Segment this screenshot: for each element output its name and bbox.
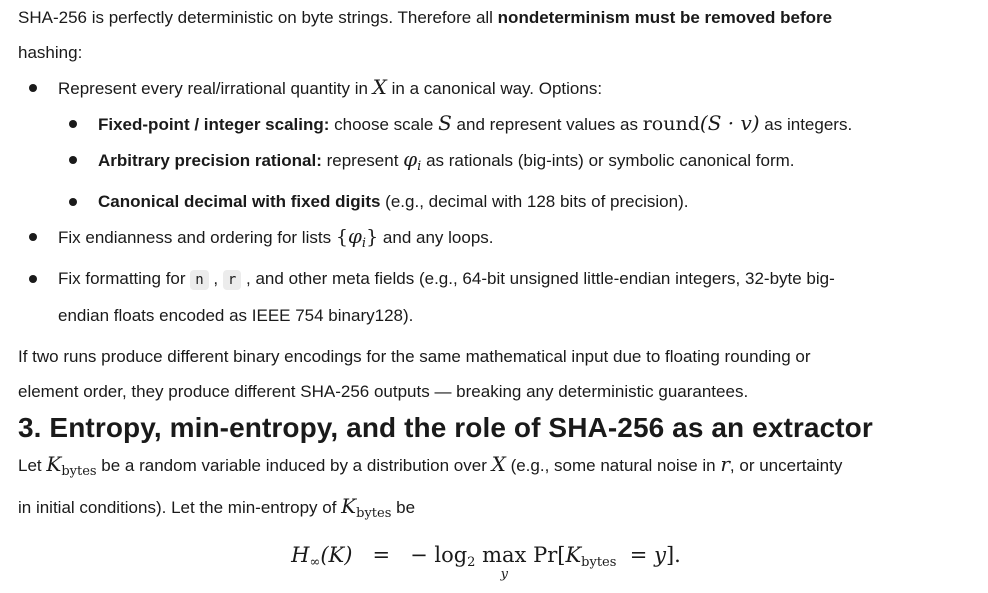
math-brace-open: {: [335, 226, 348, 248]
list-item: [18, 70, 974, 106]
eq-equals: =: [629, 543, 648, 567]
math-var-phi: φ: [347, 224, 362, 248]
inline-code-n: n: [190, 270, 208, 290]
math-subscript: i: [417, 159, 422, 174]
math-round-fn: round: [642, 113, 700, 135]
eq-bracket-close: ].: [665, 543, 681, 567]
intro-text: SHA-256 is perfectly deterministic on byte strings. Therefore all: [18, 8, 498, 27]
consequence-paragraph: [18, 339, 974, 409]
eq-equals: =: [372, 543, 391, 567]
eq-max-under: y: [500, 567, 508, 582]
eq-h-arg: (K): [320, 543, 353, 567]
eq-max: max: [482, 543, 527, 567]
sub-item-text: choose scale: [329, 115, 439, 134]
bullet-dot-icon: [29, 275, 37, 283]
intro-paragraph-line2: [18, 35, 974, 70]
intro-colon: :: [77, 43, 83, 62]
intro-paragraph: [18, 0, 974, 35]
sub-item-text: and represent values as: [451, 115, 643, 134]
eq-max-operator: [482, 543, 527, 582]
paragraph-line: [18, 489, 974, 531]
math-var-x: X: [372, 75, 387, 99]
paragraph-text: Let: [18, 456, 47, 475]
sub-item-bold: Canonical decimal with fixed digits: [98, 192, 381, 211]
sub-item-bold: Arbitrary precision rational:: [98, 151, 322, 170]
sub-list-item: [18, 184, 974, 219]
bullet-dot-icon: [69, 120, 77, 128]
sub-list-item: [18, 106, 974, 142]
math-brace-close: }: [366, 226, 379, 248]
paragraph-text: (e.g., some natural noise in: [505, 456, 721, 475]
min-entropy-equation: [18, 543, 974, 593]
paragraph-text: be: [391, 498, 416, 517]
list-item-text: ,: [208, 269, 223, 288]
intro-text-cont: hashing: [18, 43, 78, 62]
list-item-text: Fix endianness and ordering for lists: [58, 228, 336, 247]
paragraph-line: element order, they produce different SHA-256 outputs — breaking any deterministic guarantees.: [18, 382, 749, 401]
list-item-text: Fix formatting for: [58, 269, 191, 288]
list-item-text: , and other meta fields (e.g., 64-bit unsigned little-endian integers, 32-byte big-: [241, 269, 835, 288]
math-var-r: r: [720, 452, 730, 476]
paragraph-text: , or uncertainty: [729, 456, 843, 475]
math-subscript: bytes: [61, 464, 97, 479]
list-item-text: Represent every real/irrational quantity in: [58, 79, 373, 98]
list-item: [18, 261, 974, 333]
paragraph-line: [18, 447, 974, 489]
eq-neg-log: − log: [410, 543, 468, 567]
eq-h-sub: ∞: [309, 555, 321, 570]
paragraph-text: in initial conditions). Let the min-entropy of: [18, 498, 342, 517]
math-round-args: (S · v): [699, 111, 760, 135]
math-var-k: K: [46, 452, 62, 476]
eq-y: y: [654, 543, 666, 567]
sub-list-item: [18, 142, 974, 184]
intro-bold-text: nondeterminism must be removed before: [497, 8, 833, 27]
sub-item-text: represent: [321, 151, 404, 170]
eq-log-sub: 2: [467, 555, 476, 570]
sub-item-bold: Fixed-point / integer scaling:: [98, 115, 330, 134]
entropy-paragraph: [18, 447, 974, 531]
eq-h: H: [291, 543, 310, 567]
list-item-text: and any loops.: [378, 228, 494, 247]
math-var-phi: φ: [403, 147, 418, 171]
paragraph-text: be a random variable induced by a distribution over: [96, 456, 492, 475]
sub-item-text: as rationals (big-ints) or symbolic canonical form.: [421, 151, 795, 170]
math-subscript: i: [361, 236, 367, 251]
inline-code-r: r: [223, 270, 241, 290]
bullet-dot-icon: [29, 233, 37, 241]
list-item-text: in a canonical way. Options:: [386, 79, 603, 98]
bullet-dot-icon: [29, 84, 37, 92]
eq-pr: Pr: [533, 543, 558, 567]
paragraph-line: If two runs produce different binary encodings for the same mathematical input due to floating rounding or: [18, 347, 811, 366]
sub-item-text: as integers.: [759, 115, 853, 134]
math-subscript: bytes: [356, 506, 392, 521]
bullet-dot-icon: [69, 198, 77, 206]
list-item-line: endian floats encoded as IEEE 754 binary128).: [58, 306, 414, 325]
list-item-line: [58, 261, 974, 298]
bullet-list: [18, 70, 974, 333]
math-var-s: S: [438, 111, 452, 135]
eq-bracket-open: [: [557, 543, 566, 567]
bullet-dot-icon: [69, 156, 77, 164]
list-item: [18, 219, 974, 261]
math-var-k: K: [341, 494, 357, 518]
section-heading: 3. Entropy, min-entropy, and the role of SHA-256 as an extractor: [18, 412, 873, 443]
eq-k: K: [565, 543, 582, 567]
eq-k-sub: bytes: [581, 555, 617, 570]
sub-item-text: (e.g., decimal with 128 bits of precision).: [380, 192, 689, 211]
math-var-x: X: [491, 452, 506, 476]
